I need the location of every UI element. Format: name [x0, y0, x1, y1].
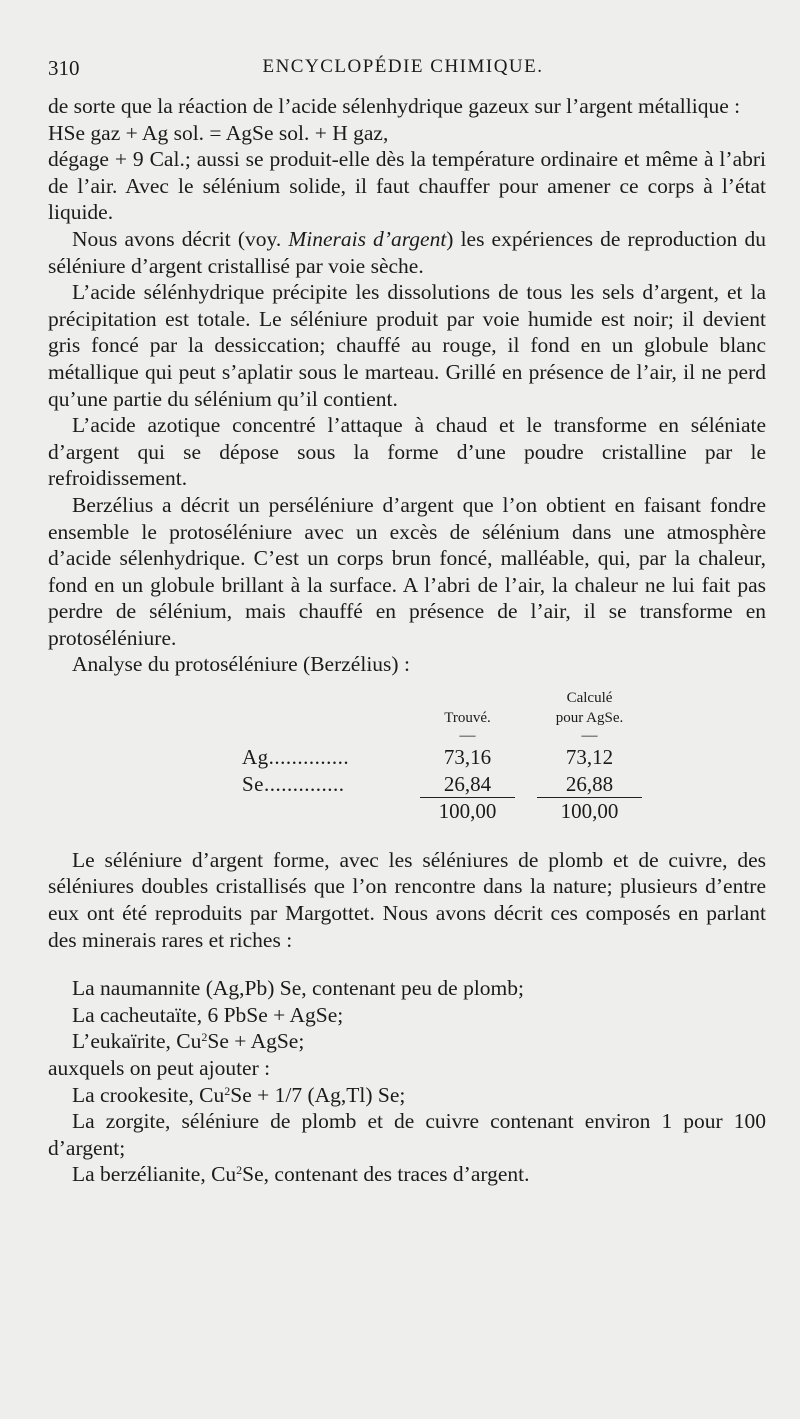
row-label: Se.............. [242, 771, 345, 796]
row-calc: 73,12 [565, 745, 614, 770]
table-row [242, 771, 642, 798]
paragraph-doubles: Le séléniure d’argent forme, avec les séléniures de plomb et de cuivre, des séléniures doubles cristallisés que l’on rencontre dans la nature; plusieurs d’entre eux ont été reproduits par Margottet. Nous avons décrit ces composés en parlant des minerais rares et riches : [48, 847, 766, 952]
list-item [48, 1028, 766, 1055]
eukairite-text: L’eukaïrite, Cu [72, 1029, 202, 1054]
paragraph-acide: L’acide sélénhydrique précipite les dissolutions de tous les sels d’argent, et la précipitation est totale. Le séléniure produit par voie humide est noir; il devient gris foncé par la dessiccation; chauffé au rouge, il fond en un globule blanc métallique qui peut s’aplatir sous le marteau. Grillé en présence de l’air, il ne perd qu’une partie du sélénium qu’il contient. [48, 280, 766, 411]
after-equation-text: dégage + 9 Cal.; aussi se produit-elle dès la température ordinaire et même à l’abri de l’air. Avec le sélénium solide, il faut chauffer pour amener ce corps à l’état liquide. [48, 147, 766, 225]
paragraph-azotique: L’acide azotique concentré l’attaque à chaud et le transforme en séléniate d’argent qui se dépose sous la forme d’une poudre cristalline par le refroidissement. [48, 413, 766, 491]
paragraph-berzelius: Berzélius a décrit un perséléniure d’argent que l’on obtient en faisant fondre ensemble le protoséléniure avec un excès de sélénium dans une atmosphère d’acide sélenhydrique. C’est un corps brun foncé, malléable, qui, par la chaleur, fond en un globule brillant à la surface. A l’abri de l’air, la chaleur ne lui fait pas perdre de sélénium, mais chauffé en présence de l’air, il se transforme en protoséléniure. [48, 492, 766, 650]
page-number: 310 [48, 56, 80, 80]
subscript-number: 2 [236, 1163, 243, 1178]
intro-text: de sorte que la réaction de l’acide sélenhydrique gazeux sur l’argent métallique : [48, 94, 741, 118]
analysis-table [242, 688, 642, 825]
list-item [48, 1082, 766, 1109]
crookesite-text: La crookesite, Cu [72, 1082, 225, 1107]
col-calc-header [537, 688, 642, 728]
page-header [48, 56, 758, 86]
table-row [242, 744, 642, 771]
dash-calc: — [581, 727, 598, 745]
total-calc: 100,00 [560, 799, 619, 824]
minerals-list [48, 975, 766, 1188]
total-row [242, 798, 642, 825]
col-calc-line1: Calculé [566, 690, 613, 707]
eukairite-formula: Se + AgSe; [207, 1029, 305, 1054]
voy-before: Nous avons décrit (voy. [72, 226, 289, 251]
dash-found: — [459, 727, 476, 745]
page-body [48, 93, 766, 1188]
row-found: 73,16 [443, 745, 492, 770]
row-calc: 26,88 [537, 771, 642, 798]
col-found-header: Trouvé. [444, 710, 491, 727]
chemical-equation: HSe gaz + Ag sol. = AgSe sol. + H gaz, [48, 120, 389, 145]
analysis-title: Analyse du protoséléniure (Berzélius) : [72, 652, 410, 677]
list-item: auxquels on peut ajouter : [48, 1056, 271, 1080]
voy-reference: Minerais d’argent [288, 226, 447, 251]
col-calc-line2: pour AgSe. [555, 710, 624, 727]
list-item: La cacheutaïte, 6 PbSe + AgSe; [72, 1002, 344, 1027]
subscript-number: 2 [201, 1030, 208, 1045]
voy-after: ) les expériences de reproduction du séléniure d’argent cristallisé par voie sèche. [48, 226, 766, 278]
row-found: 26,84 [420, 771, 515, 798]
berzelianite-formula: Se, contenant des traces d’argent. [242, 1162, 530, 1187]
paragraph-voy [48, 226, 766, 279]
row-label: Ag.............. [242, 745, 350, 770]
berzelianite-text: La berzélianite, Cu [72, 1162, 237, 1187]
total-found: 100,00 [438, 799, 497, 824]
list-item: La zorgite, séléniure de plomb et de cuivre contenant environ 1 pour 100 d’argent; [48, 1109, 766, 1160]
subscript-number: 2 [224, 1083, 231, 1098]
list-item: La naumannite (Ag,Pb) Se, contenant peu de plomb; [72, 976, 524, 1001]
running-title: ENCYCLOPÉDIE CHIMIQUE. [262, 56, 544, 77]
list-item [48, 1161, 766, 1188]
crookesite-formula: Se + 1/7 (Ag,Tl) Se; [230, 1082, 406, 1107]
